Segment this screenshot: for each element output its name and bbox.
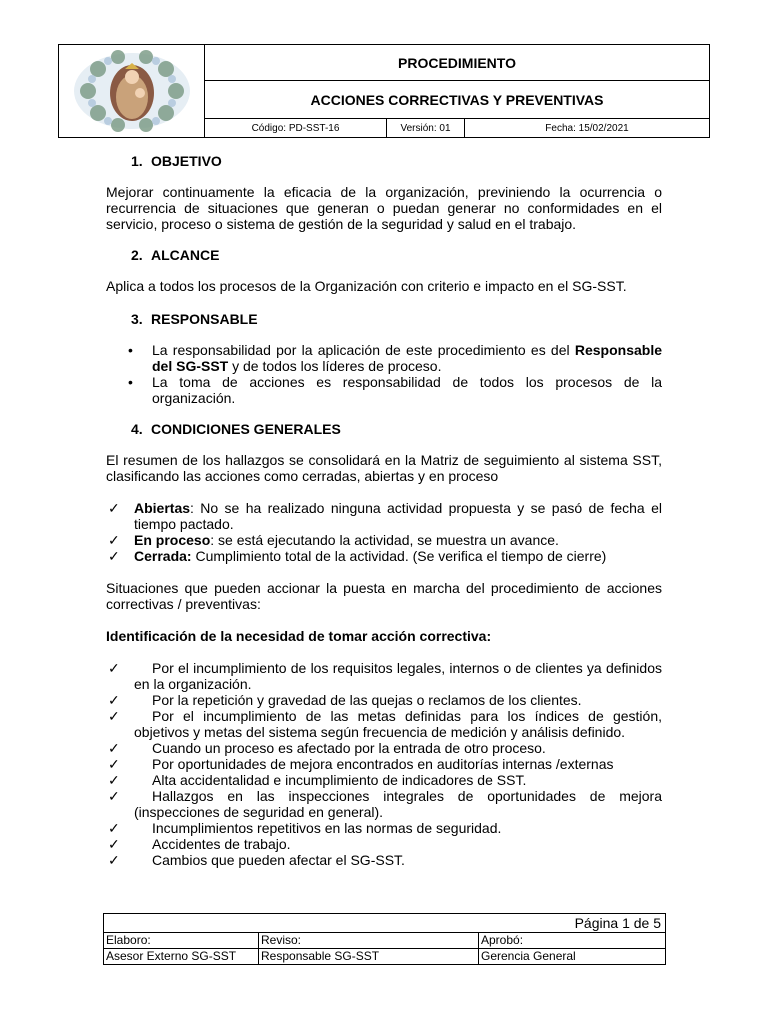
footer-reviso-value: Responsable SG-SST [259,949,479,964]
section-heading-objetivo [106,150,662,172]
check-icon: ✓ [108,852,120,868]
state-label: Cerrada: [134,548,192,564]
footer-value-row [104,948,665,964]
document-body [106,150,662,868]
section-number: 4. [131,421,143,437]
section-heading-alcance [106,244,662,266]
list-item [106,708,662,740]
list-item-text: La toma de acciones es responsabilidad de todos los procesos de la organización. [152,374,662,406]
footer-header-row [104,933,665,948]
check-icon: ✓ [108,708,120,724]
list-item-text: y de todos los líderes de proceso. [228,358,442,374]
list-item-bold: Responsable del SG-SST [152,342,662,374]
footer-reviso-label: Reviso: [259,933,479,948]
states-list [106,500,662,564]
condiciones-text: El resumen de los hallazgos se consolidará en la Matriz de seguimiento al sistema SST, clasificando las acciones como cerradas, abiertas y en proceso [106,452,662,484]
section-number: 1. [131,153,143,169]
list-item-text: La responsabilidad por la aplicación de este procedimiento es del [152,342,575,358]
list-item [106,342,662,374]
section-title: ALCANCE [151,247,220,263]
list-item [106,756,662,772]
footer-elaboro-label: Elaboro: [104,933,259,948]
logo-cell [59,45,205,137]
check-icon: ✓ [108,500,120,516]
document-version: Versión: 01 [387,119,465,137]
check-icon: ✓ [108,788,120,804]
list-item [106,660,662,692]
list-item-text: Por el incumplimiento de las metas definidas para los índices de gestión, objetivos y metas del sistema según frecuencia de medición y análisis definido. [134,708,662,740]
section-heading-condiciones [106,418,662,440]
document-meta-row [205,119,709,137]
list-item-text: Por el incumplimiento de los requisitos legales, internos o de clientes ya definidos en la organización. [134,660,662,692]
list-item-text: Hallazgos en las inspecciones integrales de oportunidades de mejora (inspecciones de seguridad en general). [134,788,662,820]
list-item-text: Incumplimientos repetitivos en las normas de seguridad. [152,820,502,836]
objetivo-text: Mejorar continuamente la eficacia de la organización, previniendo la ocurrencia o recurrencia de situaciones que generan o puedan generar no conformidades en el servicio, proceso o sistema de gestión de la seguridad y salud en el trabajo. [106,184,662,232]
check-icon: ✓ [108,532,120,548]
state-label: En proceso [134,532,211,548]
list-item [106,772,662,788]
list-item [106,788,662,820]
list-item-text: Cuando un proceso es afectado por la entrada de otro proceso. [152,740,546,756]
list-item [106,532,662,548]
list-item [106,548,662,564]
check-icon: ✓ [108,756,120,772]
list-item-text: Por la repetición y gravedad de las quejas o reclamos de los clientes. [152,692,582,708]
list-item-text: Cambios que pueden afectar el SG-SST. [152,852,405,868]
page-number: Página 1 de 5 [104,914,665,933]
state-text: Cumplimiento total de la actividad. (Se verifica el tiempo de cierre) [191,548,607,564]
list-item [106,836,662,852]
list-item [106,740,662,756]
section-number: 3. [131,311,143,327]
document-title: ACCIONES CORRECTIVAS Y PREVENTIVAS [205,81,709,119]
section-title: RESPONSABLE [151,311,258,327]
check-icon: ✓ [108,660,120,676]
section-number: 2. [131,247,143,263]
responsable-list [106,342,662,406]
section-title: OBJETIVO [151,153,222,169]
situaciones-text: Situaciones que pueden accionar la puesta en marcha del procedimiento de acciones correctivas / preventivas: [106,580,662,612]
subheading-accion-correctiva: Identificación de la necesidad de tomar acción correctiva: [106,628,492,644]
check-icon: ✓ [108,836,120,852]
list-item [106,500,662,532]
check-icon: ✓ [108,772,120,788]
list-item-text: Alta accidentalidad e incumplimiento de indicadores de SST. [152,772,527,788]
alcance-text: Aplica a todos los procesos de la Organización con criterio e impacto en el SG-SST. [106,278,627,294]
check-icon: ✓ [108,820,120,836]
check-icon: ✓ [108,692,120,708]
section-title: CONDICIONES GENERALES [151,421,341,437]
state-text: : se está ejecutando la actividad, se muestra un avance. [210,532,559,548]
document-header [58,44,710,138]
footer-aprobo-label: Aprobó: [481,933,524,947]
list-item [106,374,662,406]
accion-correctiva-list [106,660,662,868]
list-item [106,852,662,868]
section-heading-responsable [106,308,662,330]
religious-emblem-icon [70,49,194,133]
footer-aprobo-value: Gerencia General [481,949,576,963]
document-footer [103,913,666,965]
check-icon: ✓ [108,548,120,564]
list-item-text: Por oportunidades de mejora encontrados en auditorías internas /externas [152,756,614,772]
document-type: PROCEDIMIENTO [205,45,709,81]
list-item [106,692,662,708]
list-item-text: Accidentes de trabajo. [152,836,291,852]
state-text: : No se ha realizado ninguna actividad propuesta y se pasó de fecha el tiempo pactado. [134,500,662,532]
bullet-icon: • [128,374,133,390]
footer-elaboro-value: Asesor Externo SG-SST [104,949,259,964]
state-label: Abiertas [134,500,191,516]
check-icon: ✓ [108,740,120,756]
document-date: Fecha: 15/02/2021 [545,122,629,134]
document-code: Código: PD-SST-16 [205,119,387,137]
list-item [106,820,662,836]
bullet-icon: • [128,342,133,358]
